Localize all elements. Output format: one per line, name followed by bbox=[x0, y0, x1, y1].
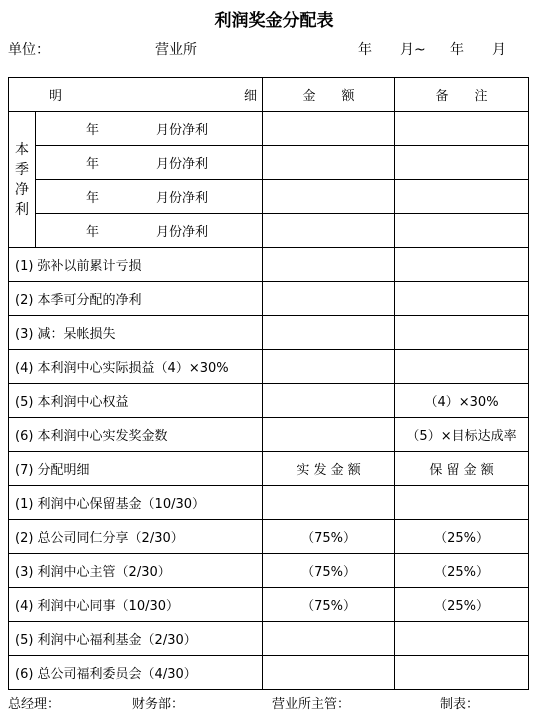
quarter-label-char: 季 bbox=[15, 161, 29, 178]
dist-row bbox=[9, 520, 529, 554]
remark-cell bbox=[395, 146, 529, 180]
general-manager-sign: 总经理： bbox=[8, 697, 61, 712]
remark-cell bbox=[395, 316, 529, 350]
quarter-label-char: 利 bbox=[15, 201, 29, 218]
dist-row bbox=[9, 588, 529, 622]
profit-bonus-table bbox=[8, 77, 529, 690]
form-title: 利润奖金分配表 bbox=[214, 11, 334, 31]
paid-cell bbox=[263, 486, 395, 520]
paid-amount-header: 实 发 金 额 bbox=[263, 452, 395, 486]
amount-cell bbox=[263, 350, 395, 384]
month-label-end: 月 bbox=[492, 42, 506, 58]
item-row bbox=[9, 248, 529, 282]
quarter-year: 年 bbox=[86, 157, 100, 172]
dist-label: (4) 利润中心同事（10/30） bbox=[9, 588, 263, 622]
retained-cell bbox=[395, 486, 529, 520]
amount-cell bbox=[263, 146, 395, 180]
quarter-month-cell bbox=[36, 214, 263, 248]
retained-amount-header: 保 留 金 额 bbox=[395, 452, 529, 486]
amount-cell bbox=[263, 248, 395, 282]
dist-label: (5) 利润中心福利基金（2/30） bbox=[9, 622, 263, 656]
paid-cell: （75%） bbox=[263, 520, 395, 554]
remark-cell: （4）×30% bbox=[395, 384, 529, 418]
amount-cell bbox=[263, 418, 395, 452]
quarter-row bbox=[9, 146, 529, 180]
item-row bbox=[9, 316, 529, 350]
amount-cell bbox=[263, 282, 395, 316]
item-label: (4) 本利润中心实际损益（4）×30% bbox=[9, 350, 263, 384]
detail-header bbox=[9, 78, 263, 112]
remark-cell: （5）×目标达成率 bbox=[395, 418, 529, 452]
remark-header: 备 注 bbox=[395, 78, 529, 112]
item-row bbox=[9, 418, 529, 452]
retained-cell bbox=[395, 656, 529, 690]
branch-head-sign: 营业所主管： bbox=[272, 697, 351, 712]
remark-cell bbox=[395, 282, 529, 316]
quarter-year: 年 bbox=[86, 225, 100, 240]
quarter-row bbox=[9, 112, 529, 146]
distribution-header-row bbox=[9, 452, 529, 486]
quarter-year: 年 bbox=[86, 123, 100, 138]
quarter-month: 月份净利 bbox=[156, 191, 209, 206]
dept-name: 营业所 bbox=[155, 42, 197, 58]
quarter-label-char: 净 bbox=[15, 181, 29, 198]
amount-cell bbox=[263, 180, 395, 214]
retained-cell bbox=[395, 622, 529, 656]
remark-cell bbox=[395, 180, 529, 214]
item-label: (1) 弥补以前累计亏损 bbox=[9, 248, 263, 282]
quarter-month-cell bbox=[36, 112, 263, 146]
quarter-month: 月份净利 bbox=[156, 157, 209, 172]
paid-cell: （75%） bbox=[263, 588, 395, 622]
paid-cell: （75%） bbox=[263, 554, 395, 588]
paid-cell bbox=[263, 656, 395, 690]
detail-header-b: 细 bbox=[244, 89, 258, 104]
item-row bbox=[9, 282, 529, 316]
item-label: (2) 本季可分配的净利 bbox=[9, 282, 263, 316]
quarter-net-profit-label bbox=[9, 112, 36, 248]
remark-cell bbox=[395, 214, 529, 248]
paid-cell bbox=[263, 622, 395, 656]
retained-cell: （25%） bbox=[395, 520, 529, 554]
dist-row bbox=[9, 622, 529, 656]
dist-label: (2) 总公司同仁分享（2/30） bbox=[9, 520, 263, 554]
amount-header: 金 额 bbox=[263, 78, 395, 112]
item-label: (5) 本利润中心权益 bbox=[9, 384, 263, 418]
remark-cell bbox=[395, 112, 529, 146]
retained-cell: （25%） bbox=[395, 554, 529, 588]
dist-label: (3) 利润中心主管（2/30） bbox=[9, 554, 263, 588]
amount-cell bbox=[263, 316, 395, 350]
distribution-label: (7) 分配明细 bbox=[9, 452, 263, 486]
quarter-month-cell bbox=[36, 180, 263, 214]
quarter-month: 月份净利 bbox=[156, 123, 209, 138]
quarter-row bbox=[9, 214, 529, 248]
item-row bbox=[9, 384, 529, 418]
quarter-row bbox=[9, 180, 529, 214]
year-label-start: 年 bbox=[358, 42, 372, 58]
amount-cell bbox=[263, 214, 395, 248]
quarter-year: 年 bbox=[86, 191, 100, 206]
amount-cell bbox=[263, 384, 395, 418]
year-label-end: 年 bbox=[450, 42, 464, 58]
item-row bbox=[9, 350, 529, 384]
table-header-row bbox=[9, 78, 529, 112]
unit-label: 单位： bbox=[8, 42, 50, 58]
dist-row bbox=[9, 656, 529, 690]
month-label-start: 月~ bbox=[400, 42, 426, 58]
dist-label: (1) 利润中心保留基金（10/30） bbox=[9, 486, 263, 520]
dist-row bbox=[9, 486, 529, 520]
item-label: (6) 本利润中心实发奖金数 bbox=[9, 418, 263, 452]
preparer-sign: 制表： bbox=[440, 697, 480, 712]
quarter-month: 月份净利 bbox=[156, 225, 209, 240]
dist-label: (6) 总公司福利委员会（4/30） bbox=[9, 656, 263, 690]
dist-row bbox=[9, 554, 529, 588]
amount-cell bbox=[263, 112, 395, 146]
detail-header-a: 明 bbox=[49, 89, 63, 104]
remark-cell bbox=[395, 248, 529, 282]
finance-dept-sign: 财务部： bbox=[132, 697, 185, 712]
retained-cell: （25%） bbox=[395, 588, 529, 622]
item-label: (3) 减：呆帐损失 bbox=[9, 316, 263, 350]
quarter-month-cell bbox=[36, 146, 263, 180]
remark-cell bbox=[395, 350, 529, 384]
quarter-label-char: 本 bbox=[15, 141, 29, 158]
